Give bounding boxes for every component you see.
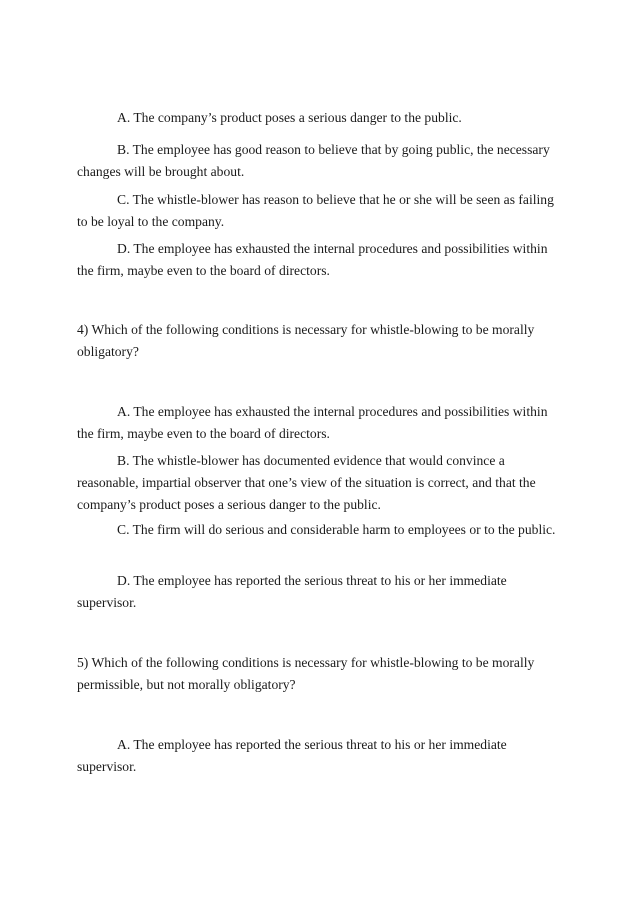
set1-option-d: D. The employee has exhausted the internal procedures and possibilities within the firm, maybe even to the board of directors.: [77, 241, 548, 278]
question-4: 4) Which of the following conditions is necessary for whistle-blowing to be morally obligatory?: [77, 322, 535, 359]
question-5: 5) Which of the following conditions is necessary for whistle-blowing to be morally permissible, but not morally obligatory?: [77, 655, 535, 692]
q4-option-c: C. The firm will do serious and considerable harm to employees or to the public.: [117, 522, 556, 537]
set1-option-c: C. The whistle-blower has reason to believe that he or she will be seen as failing to be loyal to the company.: [77, 192, 554, 229]
q4-option-a: A. The employee has exhausted the internal procedures and possibilities within the firm, maybe even to the board of directors.: [77, 404, 548, 441]
set1-option-a: A. The company’s product poses a serious danger to the public.: [117, 110, 462, 125]
set1-option-b: B. The employee has good reason to believe that by going public, the necessary changes will be brought about.: [77, 142, 550, 179]
q4-option-b: B. The whistle-blower has documented evidence that would convince a reasonable, impartial observer that one’s view of the situation is correct, and that the company’s product poses a serious danger to the public.: [77, 453, 536, 512]
q5-option-a: A. The employee has reported the serious threat to his or her immediate supervisor.: [77, 737, 507, 774]
q4-option-d: D. The employee has reported the serious threat to his or her immediate supervisor.: [77, 573, 507, 610]
